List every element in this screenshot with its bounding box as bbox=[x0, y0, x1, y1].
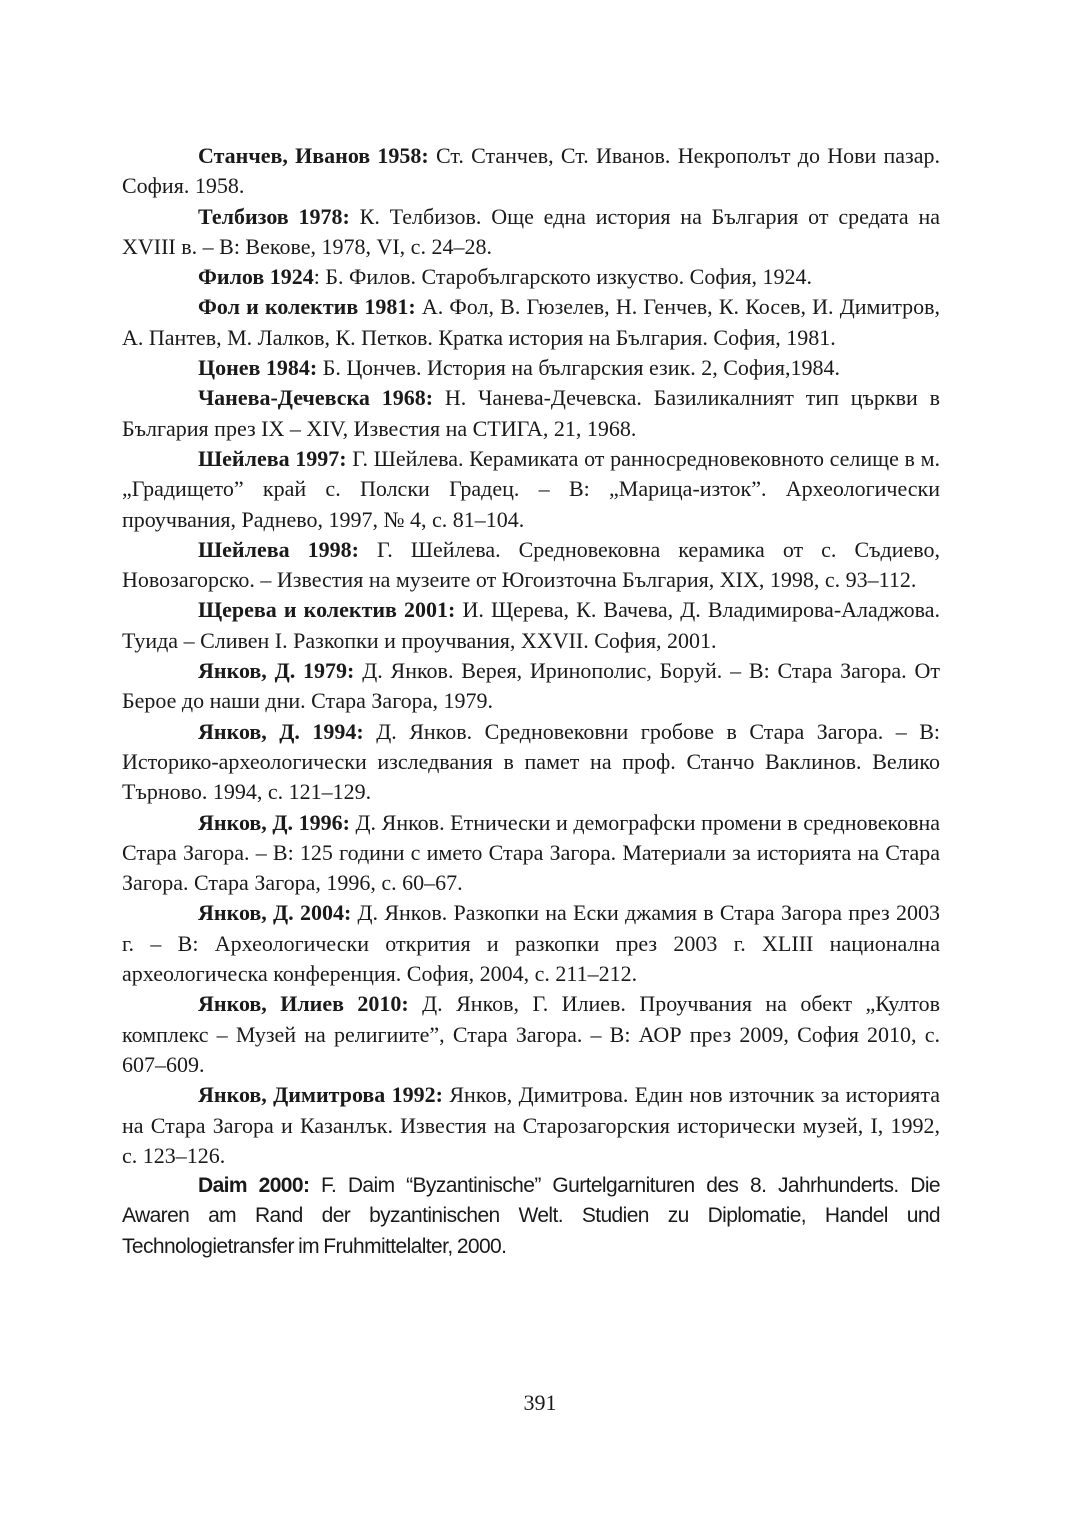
reference-text: Д. Янков. Верея, Иринополис, Боруй. – В: Стара Загора. От Берое до наши дни. Стара Загора, 1979. bbox=[122, 658, 940, 714]
reference-entry bbox=[122, 383, 940, 444]
reference-key: Янков, Димитрова 1992: bbox=[198, 1082, 443, 1108]
reference-key: Филов 1924 bbox=[198, 264, 314, 290]
reference-entry bbox=[122, 656, 940, 717]
reference-key: Чанева-Дечевска 1968: bbox=[198, 385, 434, 411]
reference-text: Д. Янков, Г. Илиев. Проучвания на обект „Култов комплекс – Музей на религиите”, Стара Загора. – В: АОР през 2009, София 2010, с. 607–609. bbox=[122, 991, 940, 1077]
reference-text: К. Телбизов. Още една история на България от средата на XVIII в. – В: Векове, 1978, VI, с. 24–28. bbox=[122, 203, 940, 259]
reference-entry bbox=[122, 898, 940, 989]
reference-text: Янков, Димитрова. Един нов източник за историята на Стара Загора и Казанлък. Известия на Старозагорския исторически музей, I, 1992, с. 123–126. bbox=[122, 1082, 941, 1168]
page-number: 391 bbox=[523, 1390, 557, 1415]
reference-entry bbox=[122, 717, 940, 808]
reference-key: Фол и колектив 1981: bbox=[198, 294, 416, 320]
reference-text: И. Щерева, К. Вачева, Д. Владимирова-Аладжова. Туида – Сливен I. Разкопки и проучвания, XXVII. София, 2001. bbox=[122, 597, 940, 653]
reference-text: : Б. Филов. Старобългарското изкуство. София, 1924. bbox=[313, 264, 812, 290]
reference-entry bbox=[122, 989, 940, 1080]
reference-text: Д. Янков. Етнически и демографски промени в средновековна Стара Загора. – В: 125 години с името Стара Загора. Материали за историята на Стара Загора. Стара Загора, 1996, с. 60–67. bbox=[122, 809, 940, 896]
reference-key: Янков, Илиев 2010: bbox=[198, 991, 409, 1017]
reference-text: Г. Шейлева. Керамиката от ранносредновековното селище в м. „Градището” край с. Полски Градец. – В: „Марица-изток”. Археологически проучвания, Раднево, 1997, № 4, с. 81–104. bbox=[122, 445, 941, 532]
reference-entry bbox=[122, 1080, 940, 1171]
reference-entry bbox=[122, 141, 940, 202]
reference-entry bbox=[122, 202, 940, 263]
reference-entry bbox=[122, 808, 940, 899]
reference-text: Д. Янков. Средновековни гробове в Стара Загора. – В: Историко-археологически изследвания в памет на проф. Станчо Ваклинов. Велико Търново. 1994, с. 121–129. bbox=[122, 718, 941, 805]
reference-text: Б. Цончев. История на българския език. 2, София,1984. bbox=[317, 355, 841, 381]
reference-key: Daim 2000: bbox=[198, 1174, 310, 1198]
reference-text: А. Фол, В. Гюзелев, Н. Генчев, К. Косев, И. Димитров, А. Пантев, М. Лалков, К. Петков. Кратка история на България. София, 1981. bbox=[122, 294, 940, 350]
reference-entry bbox=[122, 262, 940, 292]
reference-entry bbox=[122, 444, 940, 535]
reference-key: Станчев, Иванов 1958: bbox=[198, 143, 429, 168]
reference-key: Янков, Д. 1994: bbox=[198, 718, 364, 744]
reference-text: Д. Янков. Разкопки на Ески джамия в Стара Загора през 2003 г. – В: Археологически открития и разкопки през 2003 г. XLIII национална археологическа конференция. София, 2004, с. 211–212. bbox=[122, 900, 940, 987]
reference-key: Щерева и колектив 2001: bbox=[198, 597, 456, 623]
reference-key: Шейлева 1997: bbox=[198, 445, 347, 471]
reference-text: Г. Шейлева. Средновековна керамика от с. Съдиево, Новозагорско. – Известия на музеите от Югоизточна България, XIX, 1998, с. 93–112. bbox=[122, 536, 940, 593]
reference-entry bbox=[122, 292, 940, 353]
bibliography-list bbox=[122, 141, 940, 1262]
reference-text: Ст. Станчев, Ст. Иванов. Некрополът до Нови пазар. София. 1958. bbox=[122, 143, 941, 199]
reference-text: Н. Чанева-Дечевска. Базиликалният тип църкви в България през IX – XIV, Известия на СТИГА, 21, 1968. bbox=[122, 385, 941, 441]
reference-key: Янков, Д. 1996: bbox=[198, 809, 350, 835]
reference-text: F. Daim “Byzantinische” Gurtelgarnituren des 8. Jahrhunderts. Die Awaren am Rand der byzantinischen Welt. Studien zu Diplomatie, Handel und Technologietransfer im Fruhmittelalter, 2000. bbox=[122, 1174, 940, 1258]
reference-entry bbox=[122, 535, 940, 596]
reference-entry bbox=[122, 595, 940, 656]
reference-entry bbox=[122, 1171, 940, 1262]
reference-key: Шейлева 1998: bbox=[198, 536, 359, 562]
reference-key: Янков, Д. 2004: bbox=[198, 900, 352, 926]
reference-key: Цонев 1984: bbox=[198, 355, 318, 381]
reference-key: Телбизов 1978: bbox=[198, 203, 350, 229]
reference-key: Янков, Д. 1979: bbox=[198, 658, 355, 684]
reference-entry bbox=[122, 353, 940, 383]
